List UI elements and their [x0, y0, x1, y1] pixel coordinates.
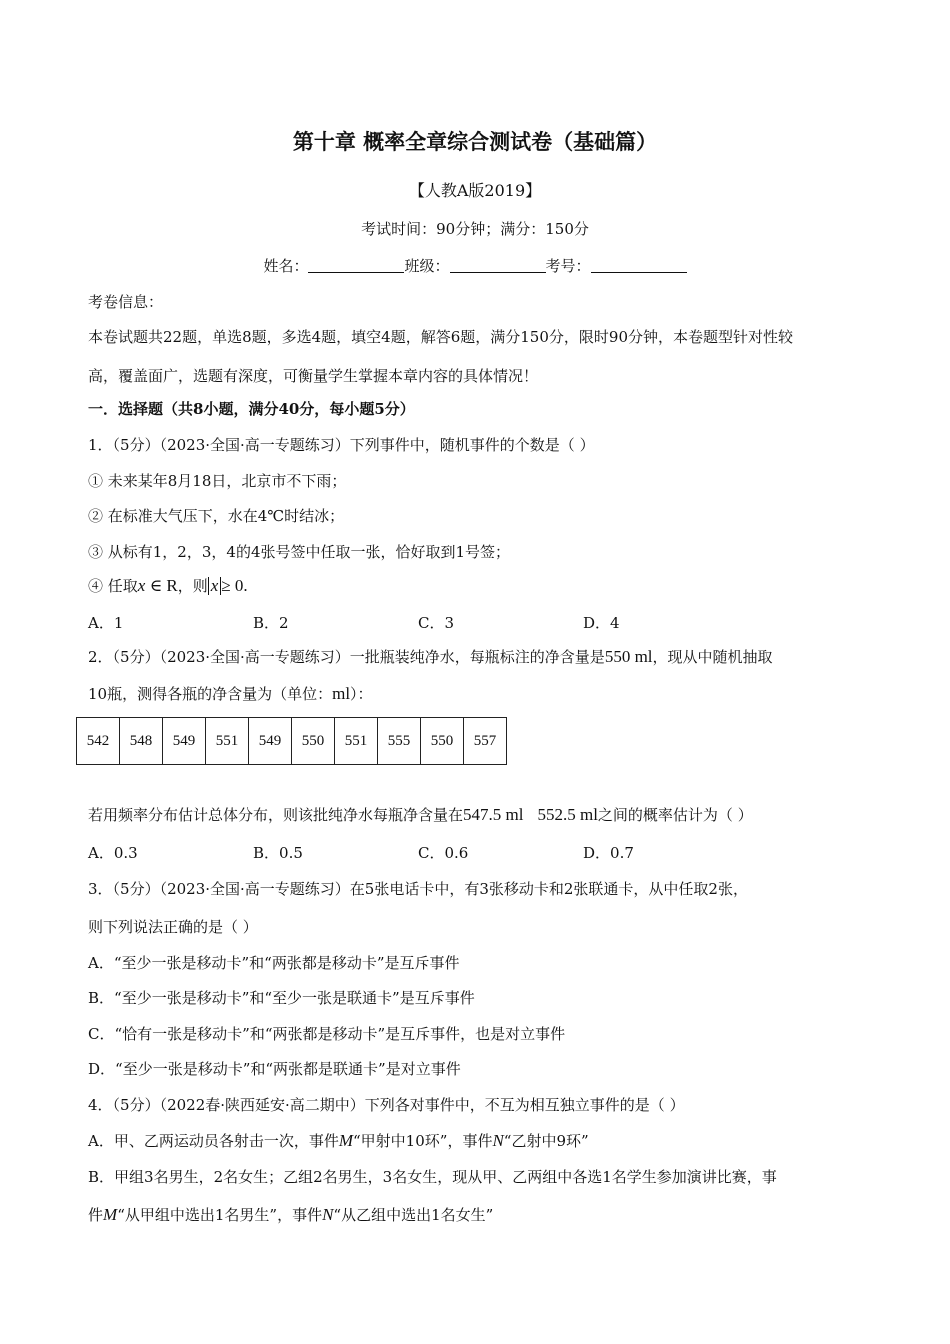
id-label: 考号：: [545, 257, 591, 275]
q2-question-text: 若用频率分布估计总体分布，则该批纯净水每瓶净含量在: [88, 806, 464, 824]
exam-title: 第十章 概率全章综合测试卷（基础篇）: [292, 129, 658, 154]
q1-item-4-then: ，则: [177, 577, 208, 595]
edition-label: 【人教A版2019】: [408, 181, 542, 200]
math-in-R: ∈ R: [145, 576, 178, 595]
q4-option-a-text: A．甲、乙两运动员各射击一次，事件: [88, 1132, 339, 1150]
q2-stem-line-2-end: ）：: [350, 685, 373, 703]
q1-option-d[interactable]: D．4: [583, 614, 620, 632]
q2-stem-text: 2．（5分）（2023·全国·高一专题练习）一批瓶装纯净水，每瓶标注的净含量是: [88, 648, 605, 666]
table-cell: 549: [163, 718, 206, 765]
table-cell: 550: [292, 718, 335, 765]
q2-upper-bound: 552.5 ml: [537, 805, 598, 824]
q3-option-a[interactable]: A．“至少一张是移动卡”和“两张都是移动卡”是互斥事件: [88, 954, 460, 972]
q1-option-a[interactable]: A．1: [88, 614, 124, 632]
math-var-N: N: [322, 1205, 334, 1224]
q2-option-c[interactable]: C．0.6: [418, 844, 469, 862]
q4-stem: 4．（5分）（2022春·陕西延安·高二期中）下列各对事件中，不互为相互独立事件的是（ ）: [88, 1096, 685, 1114]
q3-stem-line-2: 则下列说法正确的是（ ）: [88, 918, 258, 936]
q1-item-1: ① 未来某年8月18日，北京市不下雨；: [88, 472, 347, 490]
exam-meta: 考试时间：90分钟；满分：150分: [361, 220, 589, 238]
q1-item-2: ② 在标准大气压下，水在4℃时结冰；: [88, 507, 345, 525]
math-var-M: M: [338, 1131, 354, 1150]
math-var-x: x: [137, 576, 146, 595]
q1-option-b[interactable]: B．2: [253, 614, 289, 632]
q3-stem-line-1: 3．（5分）（2023·全国·高一专题练习）在5张电话卡中，有3张移动卡和2张联通卡，从中任取2张，: [88, 880, 748, 898]
q1-item-3: ③ 从标有1，2，3，4的4张号签中任取一张，恰好取到1号签；: [88, 543, 511, 561]
q3-option-d[interactable]: D．“至少一张是移动卡”和“两张都是联通卡”是对立事件: [88, 1060, 461, 1078]
q3-option-c[interactable]: C．“恰有一张是移动卡”和“两张都是移动卡”是互斥事件，也是对立事件: [88, 1025, 566, 1043]
q2-unit: ml: [332, 684, 351, 703]
q3-option-b[interactable]: B．“至少一张是移动卡”和“至少一张是联通卡”是互斥事件: [88, 989, 475, 1007]
student-fields: [0, 256, 950, 276]
q2-option-b[interactable]: B．0.5: [253, 844, 303, 862]
q2-stem-text-end: ，现从中随机抽取: [652, 648, 773, 666]
q4-option-a[interactable]: [88, 1131, 589, 1151]
q4-option-b-line-2[interactable]: [88, 1205, 493, 1225]
name-label: 姓名：: [263, 257, 309, 275]
q4-option-b-text-3: “从乙组中选出1名女生”: [333, 1206, 494, 1224]
info-line-1: 本卷试题共22题，单选8题，多选4题，填空4题，解答6题，满分150分，限时90分钟，本卷题型针对性较: [88, 328, 793, 346]
name-blank[interactable]: [308, 256, 404, 273]
table-row: [77, 718, 507, 765]
q2-stem-line-2: [88, 684, 373, 704]
q4-option-b-text: 件: [88, 1206, 104, 1224]
table-cell: 555: [378, 718, 421, 765]
math-var-N: N: [492, 1131, 504, 1150]
q2-option-a[interactable]: A．0.3: [88, 844, 138, 862]
table-cell: 551: [335, 718, 378, 765]
q2-options: [88, 843, 748, 863]
q2-stem-line-2-text: 10瓶，测得各瓶的净含量为（单位：: [88, 685, 333, 703]
q1-option-c[interactable]: C．3: [418, 614, 455, 632]
q1-item-4: [88, 576, 248, 596]
q2-lower-bound: 547.5 ml: [463, 805, 524, 824]
q2-data-table: [76, 717, 507, 765]
q4-option-a-text-3: “乙射中9环”: [503, 1132, 589, 1150]
q1-stem: 1．（5分）（2023·全国·高一专题练习）下列事件中，随机事件的个数是（ ）: [88, 436, 595, 454]
q4-option-b-line-1[interactable]: B．甲组3名男生，2名女生；乙组2名男生，3名女生，现从甲、乙两组中各选1名学生参加演讲比赛，事: [88, 1168, 777, 1186]
math-abs: [208, 577, 222, 595]
q2-stem: [88, 647, 773, 667]
math-var-x: x: [210, 576, 219, 595]
table-cell: 549: [249, 718, 292, 765]
table-cell: 542: [77, 718, 120, 765]
q4-option-b-text-2: “从甲组中选出1名男生”，事件: [117, 1206, 323, 1224]
math-ge-zero: ≥ 0.: [221, 576, 248, 595]
q2-option-d[interactable]: D．0.7: [583, 844, 634, 862]
q2-question-end: 之间的概率估计为（ ）: [597, 806, 753, 824]
q2-question: [88, 805, 753, 825]
q1-options: [88, 613, 748, 633]
table-cell: 548: [120, 718, 163, 765]
q4-option-a-text-2: “甲射中10环”，事件: [353, 1132, 493, 1150]
math-var-M: M: [103, 1205, 118, 1224]
q1-item-4-prefix: ④ 任取: [88, 577, 138, 595]
table-cell: 557: [464, 718, 507, 765]
info-heading: 考卷信息：: [88, 293, 164, 311]
table-cell: 550: [421, 718, 464, 765]
table-cell: 551: [206, 718, 249, 765]
q2-stem-volume: 550 ml: [604, 647, 653, 666]
class-blank[interactable]: [450, 256, 546, 273]
id-blank[interactable]: [591, 256, 687, 273]
class-label: 班级：: [404, 257, 450, 275]
section-heading: 一．选择题（共8小题，满分40分，每小题5分）: [88, 400, 415, 418]
info-line-2: 高，覆盖面广，选题有深度，可衡量学生掌握本章内容的具体情况！: [88, 367, 539, 385]
